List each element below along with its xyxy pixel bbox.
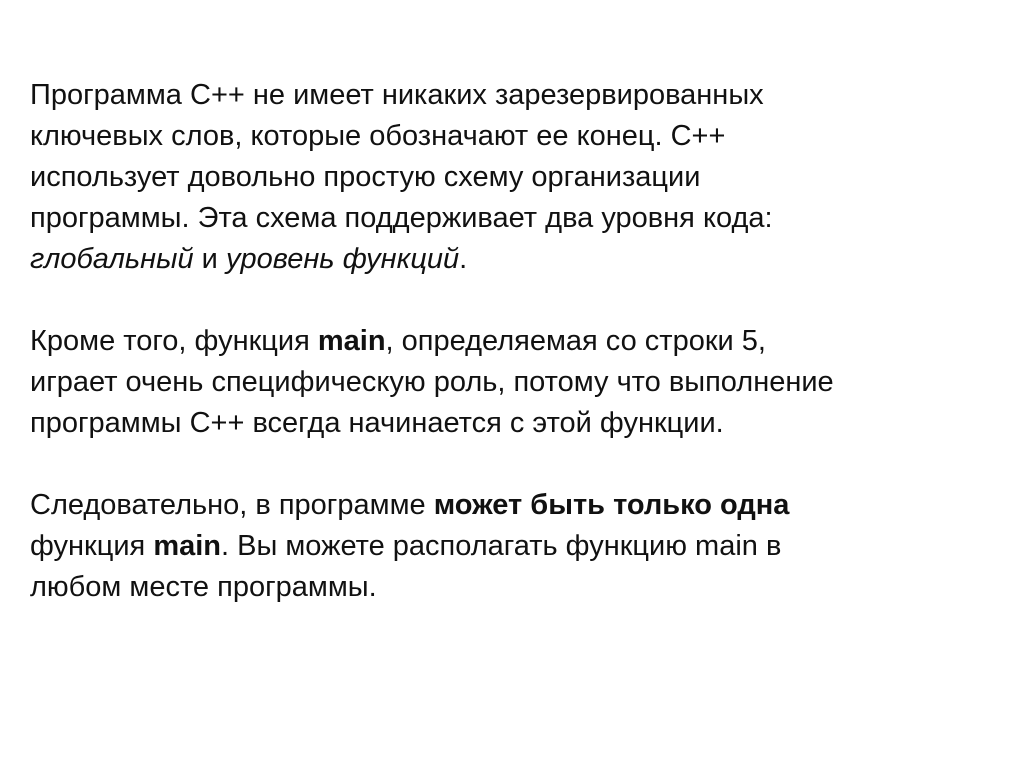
term-function-level: уровень функций (225, 243, 460, 275)
slide-text (30, 75, 990, 608)
text-fragment: , определяемая со строки 5, (385, 325, 766, 357)
text-fragment: Кроме того, функция (30, 325, 318, 357)
paragraph-program-structure (30, 75, 990, 280)
text-line: программы. Эта схема поддерживает два уровня кода: (30, 202, 773, 234)
text-fragment: и (193, 243, 226, 275)
keyword-main: main (317, 325, 386, 357)
text-line: любом месте программы. (30, 571, 377, 603)
keyword-main: main (153, 530, 221, 562)
paragraph-main-function (30, 321, 990, 444)
text-fragment: . (459, 243, 468, 275)
text-line (30, 526, 990, 567)
text-line (30, 239, 990, 280)
text-fragment: функция (30, 530, 154, 562)
text-line: ключевых слов, которые обозначают ее конец. С++ (30, 120, 726, 152)
text-line (30, 485, 990, 526)
text-line (30, 321, 990, 362)
paragraph-single-main (30, 485, 990, 608)
text-line: Программа С++ не имеет никаких зарезервированных (30, 79, 764, 111)
text-line: играет очень специфическую роль, потому что выполнение (30, 366, 834, 398)
text-line: программы С++ всегда начинается с этой функции. (30, 407, 724, 439)
text-fragment: . Вы можете располагать функцию main в (221, 530, 782, 562)
emphasis-only-one: может быть только одна (433, 489, 790, 521)
text-fragment: Следовательно, в программе (30, 489, 434, 521)
term-global: глобальный (30, 243, 194, 275)
text-line: использует довольно простую схему организации (30, 161, 701, 193)
